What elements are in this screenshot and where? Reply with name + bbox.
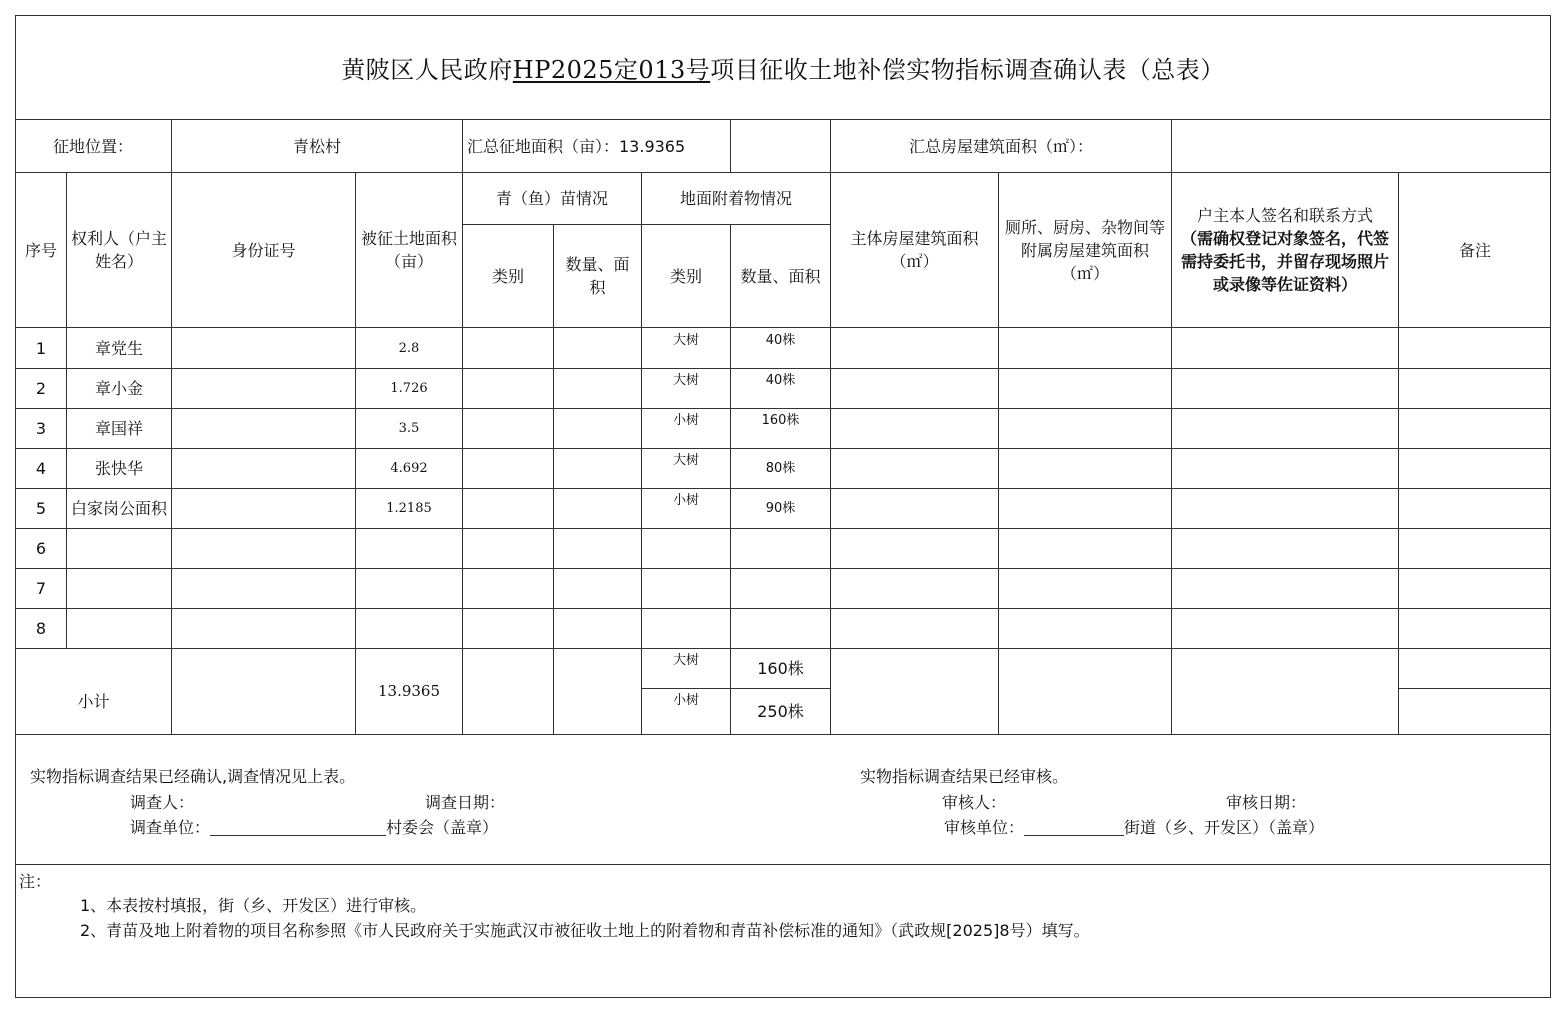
note-2: 2、青苗及地上附着物的项目名称参照《市人民政府关于实施武汉市被征收土地上的附着物和青苗补偿标准的通知》（武政规[2025]8号）填写。 <box>80 921 1090 940</box>
header-signature-title: 户主本人签名和联系方式 <box>1196 206 1373 225</box>
row-3-seq: 3 <box>35 419 47 438</box>
header-aux-house: 厕所、厨房、杂物间等附属房屋建筑面积（㎡） <box>1005 217 1166 283</box>
row-5-att-qty: 90株 <box>765 501 796 516</box>
header-seedling: 青（鱼）苗情况 <box>495 189 608 208</box>
investigator-label: 调查人： <box>130 793 195 812</box>
subtotal-qty-2: 250株 <box>757 702 804 721</box>
subtotal-area: 13.9365 <box>377 682 441 700</box>
title-prefix: 黄陂区人民政府 <box>341 56 513 84</box>
row-4-att-type: 大树 <box>672 452 699 468</box>
row-3-att-qty: 160株 <box>761 412 800 428</box>
row-2-att-qty: 40株 <box>765 372 796 388</box>
header-remark: 备注 <box>1458 240 1491 260</box>
header-seedling-qty: 数量、面积 <box>565 255 630 297</box>
note-1: 1、本表按村填报，街（乡、开发区）进行审核。 <box>80 896 427 915</box>
subtotal-type-2: 小树 <box>672 692 699 708</box>
title-suffix: 项目征收土地补偿实物指标调查确认表（总表） <box>710 56 1225 84</box>
header-id-no: 身份证号 <box>231 240 296 260</box>
row-5-att-type: 小树 <box>672 492 699 508</box>
village-seal-label: 村委会（盖章） <box>386 818 499 837</box>
row-1-att-type: 大树 <box>672 332 699 348</box>
row-5-area: 1.2185 <box>386 501 432 516</box>
left-statement: 实物指标调查结果已经确认,调查情况见上表。 <box>30 767 356 786</box>
land-area-summary: 汇总征地面积（亩）：13.9365 <box>467 136 686 156</box>
subtotal-type-1: 大树 <box>672 652 699 668</box>
row-1-area: 2.8 <box>398 340 420 356</box>
row-1-att-qty: 40株 <box>765 332 796 348</box>
row-2-att-type: 大树 <box>672 372 699 388</box>
row-2-name: 章小金 <box>94 379 143 398</box>
subtotal-qty-1: 160株 <box>757 659 804 678</box>
header-main-house: 主体房屋建筑面积（㎡） <box>850 229 979 271</box>
investigate-date-label: 调查日期： <box>425 793 506 812</box>
header-seedling-type: 类别 <box>491 266 524 286</box>
street-seal-label: 街道（乡、开发区）（盖章） <box>1124 818 1325 837</box>
row-4-att-qty: 80株 <box>765 461 796 476</box>
review-unit-blank <box>1024 819 1124 836</box>
right-statement: 实物指标调查结果已经审核。 <box>860 767 1069 786</box>
row-4-seq: 4 <box>35 459 47 478</box>
row-3-area: 3.5 <box>398 421 420 436</box>
header-signature-note: （需确权登记对象签名，代签需持委托书，并留存现场照片或录像等佐证资料） <box>1180 229 1389 294</box>
row-7-seq: 7 <box>35 579 47 598</box>
house-area-summary: 汇总房屋建筑面积（㎡）： <box>908 136 1093 156</box>
review-date-label: 审核日期： <box>1226 793 1307 812</box>
title-project-no: HP2025定013号 <box>512 56 711 84</box>
row-3-name: 章国祥 <box>94 419 143 438</box>
row-6-seq: 6 <box>35 539 47 558</box>
investigate-unit-blank <box>210 819 386 836</box>
row-1-name: 章党生 <box>94 338 143 358</box>
review-unit-line <box>944 815 1324 838</box>
investigate-unit-label: 调查单位： <box>130 818 211 837</box>
header-owner: 权利人（户主姓名） <box>71 229 168 271</box>
row-2-area: 1.726 <box>390 381 428 396</box>
header-land-area: 被征土地面积（亩） <box>360 229 457 271</box>
header-attachment: 地面附着物情况 <box>679 189 792 208</box>
subtotal-label: 小计 <box>77 691 110 711</box>
location-label: 征地位置： <box>52 136 133 156</box>
form-title <box>16 16 1550 119</box>
row-3-att-type: 小树 <box>672 412 699 428</box>
location-value: 青松村 <box>292 136 341 156</box>
header-attachment-qty: 数量、面积 <box>740 266 821 286</box>
notes-label: 注： <box>19 872 52 891</box>
header-seq: 序号 <box>24 240 57 260</box>
investigate-unit-line <box>130 815 498 838</box>
reviewer-label: 审核人： <box>942 793 1007 812</box>
row-5-seq: 5 <box>35 499 47 518</box>
row-8-seq: 8 <box>35 619 47 638</box>
header-signature <box>1172 173 1398 327</box>
header-attachment-type: 类别 <box>669 266 702 286</box>
row-4-name: 张快华 <box>94 459 143 478</box>
row-2-seq: 2 <box>35 379 47 398</box>
row-5-name: 白家岗公面积 <box>70 499 167 518</box>
review-unit-label: 审核单位： <box>944 818 1025 837</box>
row-4-area: 4.692 <box>390 461 428 476</box>
row-1-seq: 1 <box>35 338 47 358</box>
